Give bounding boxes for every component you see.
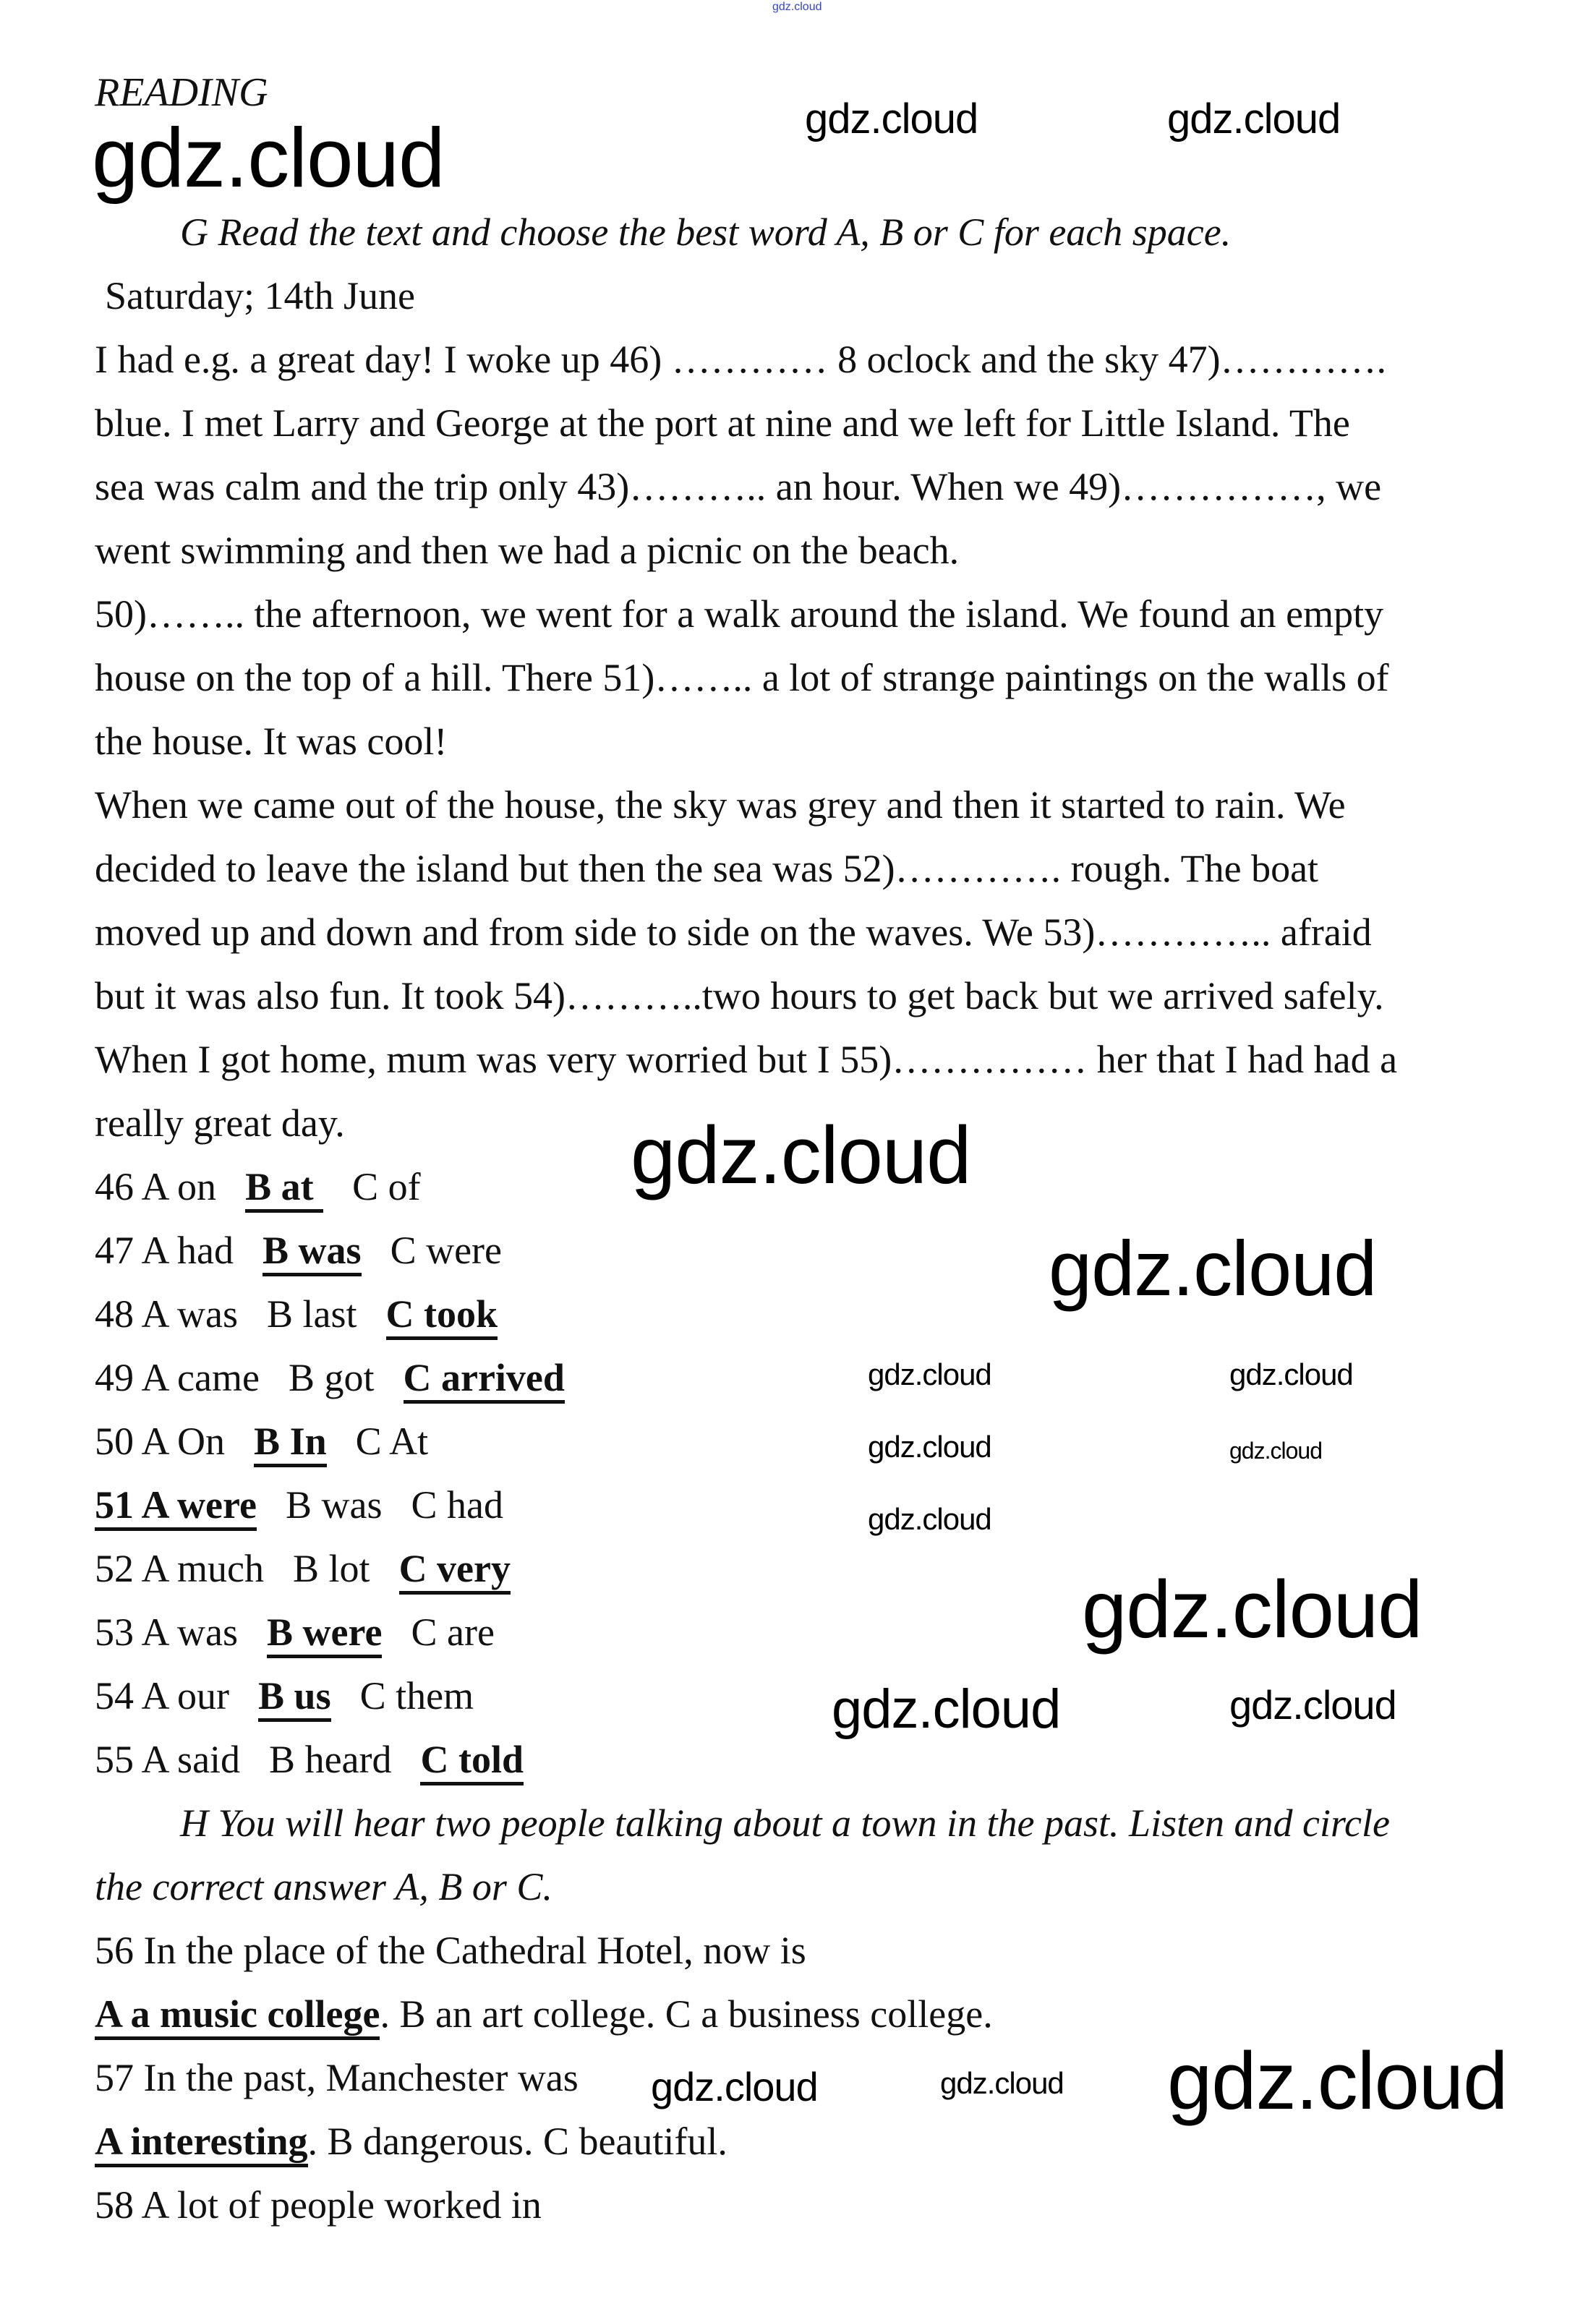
question-number: 55 [95, 1738, 134, 1781]
watermark: gdz.cloud [940, 2066, 1064, 2100]
question-row-55 [95, 1728, 1527, 1791]
watermark: gdz.cloud [868, 1430, 991, 1464]
question-number: 53 [95, 1610, 134, 1654]
correct-answer: A interesting [95, 2120, 308, 2167]
option-c: C of [352, 1165, 421, 1208]
other-options: . B an art college. C a business college. [380, 1992, 993, 2036]
listening-question-58: 58 A lot of people worked in [95, 2183, 542, 2227]
option-b: B was [285, 1483, 383, 1527]
option-c: C At [355, 1420, 429, 1463]
option-a: A were [141, 1483, 257, 1527]
instruction-h-cont: the correct answer A, B or C. [95, 1865, 552, 1908]
passage-line: When we came out of the house, the sky was grey and then it started to rain. We [95, 783, 1346, 827]
question-number: 47 [95, 1229, 134, 1272]
option-b: B at [245, 1165, 323, 1213]
correct-answer [95, 1483, 257, 1531]
option-c: C them [359, 1674, 474, 1718]
question-number: 54 [95, 1674, 134, 1718]
watermark: gdz.cloud [631, 1110, 971, 1200]
option-c: C had [411, 1483, 503, 1527]
option-c: C arrived [404, 1356, 565, 1404]
passage-line: the house. It was cool! [95, 720, 448, 763]
watermark: gdz.cloud [1167, 2036, 1508, 2126]
listening-question-57: 57 In the past, Manchester was [95, 2056, 579, 2099]
passage-line: sea was calm and the trip only 43)……….. an hour. When we 49)……………, we [95, 465, 1382, 508]
watermark: gdz.cloud [805, 95, 978, 142]
section-heading: READING [95, 70, 268, 115]
watermark: gdz.cloud [1082, 1564, 1422, 1655]
watermark-tiny: gdz.cloud [772, 1, 822, 13]
option-c: C took [386, 1292, 498, 1340]
passage-line: went swimming and then we had a picnic on the beach. [95, 529, 960, 572]
option-a: A was [141, 1292, 239, 1336]
watermark: gdz.cloud [1229, 1438, 1322, 1464]
diary-date: Saturday; 14th June [105, 274, 415, 317]
passage-line: When I got home, mum was very worried but I 55)…………… her that I had had a [95, 1038, 1398, 1081]
watermark: gdz.cloud [1229, 1682, 1396, 1728]
option-a: A had [141, 1229, 234, 1272]
option-b: B got [288, 1356, 375, 1399]
question-number: 49 [95, 1356, 134, 1399]
passage-line: decided to leave the island but then the sea was 52)…………. rough. The boat [95, 847, 1319, 890]
passage-line: but it was also fun. It took 54)………..two hours to get back but we arrived safely. [95, 974, 1384, 1017]
option-c: C were [390, 1229, 502, 1272]
question-row-51 [95, 1473, 1527, 1537]
watermark: gdz.cloud [868, 1502, 991, 1536]
option-a: A said [141, 1738, 241, 1781]
correct-answer: A a music college [95, 1992, 380, 2040]
passage-line: 50)…….. the afternoon, we went for a walk around the island. We found an empty [95, 592, 1384, 636]
watermark: gdz.cloud [651, 2064, 818, 2109]
listening-question-56: 56 In the place of the Cathedral Hotel, now is [95, 1929, 806, 1972]
watermark: gdz.cloud [1167, 95, 1341, 142]
watermark: gdz.cloud [868, 1357, 991, 1391]
question-number: 46 [95, 1165, 134, 1208]
watermark: gdz.cloud [92, 111, 445, 205]
option-b: B were [267, 1610, 382, 1658]
option-b: B In [254, 1420, 327, 1467]
option-b: B heard [269, 1738, 392, 1781]
passage-line: moved up and down and from side to side on the waves. We 53)………….. afraid [95, 910, 1372, 954]
option-a: A on [141, 1165, 217, 1208]
option-c: C told [420, 1738, 524, 1785]
option-a: A On [141, 1420, 226, 1463]
option-b: B was [263, 1229, 362, 1276]
watermark: gdz.cloud [1049, 1224, 1377, 1312]
question-number: 50 [95, 1420, 134, 1463]
instruction-h: H You will hear two people talking about a town in the past. Listen and circle [180, 1801, 1390, 1845]
option-a: A much [141, 1547, 265, 1590]
other-options: . B dangerous. C beautiful. [307, 2120, 727, 2163]
passage-line: I had e.g. a great day! I woke up 46) ………… 8 oclock and the sky 47)…………. [95, 338, 1387, 381]
watermark: gdz.cloud [1229, 1357, 1353, 1391]
watermark: gdz.cloud [832, 1678, 1061, 1740]
option-a: A was [141, 1610, 239, 1654]
question-number: 52 [95, 1547, 134, 1590]
question-number: 51 [95, 1483, 134, 1527]
option-c: C very [399, 1547, 511, 1595]
option-b: B lot [293, 1547, 370, 1590]
option-b: B last [267, 1292, 357, 1336]
worksheet [95, 200, 1527, 2237]
option-b: B us [258, 1674, 331, 1722]
passage-line: house on the top of a hill. There 51)…….. a lot of strange paintings on the walls of [95, 656, 1389, 699]
question-number: 48 [95, 1292, 134, 1336]
passage-line: blue. I met Larry and George at the port at nine and we left for Little Island. The [95, 401, 1350, 445]
instruction-g: G Read the text and choose the best word A, B or C for each space. [180, 210, 1232, 254]
option-c: C are [411, 1610, 495, 1654]
passage-line: really great day. [95, 1101, 345, 1145]
option-a: A our [141, 1674, 230, 1718]
option-a: A came [141, 1356, 260, 1399]
